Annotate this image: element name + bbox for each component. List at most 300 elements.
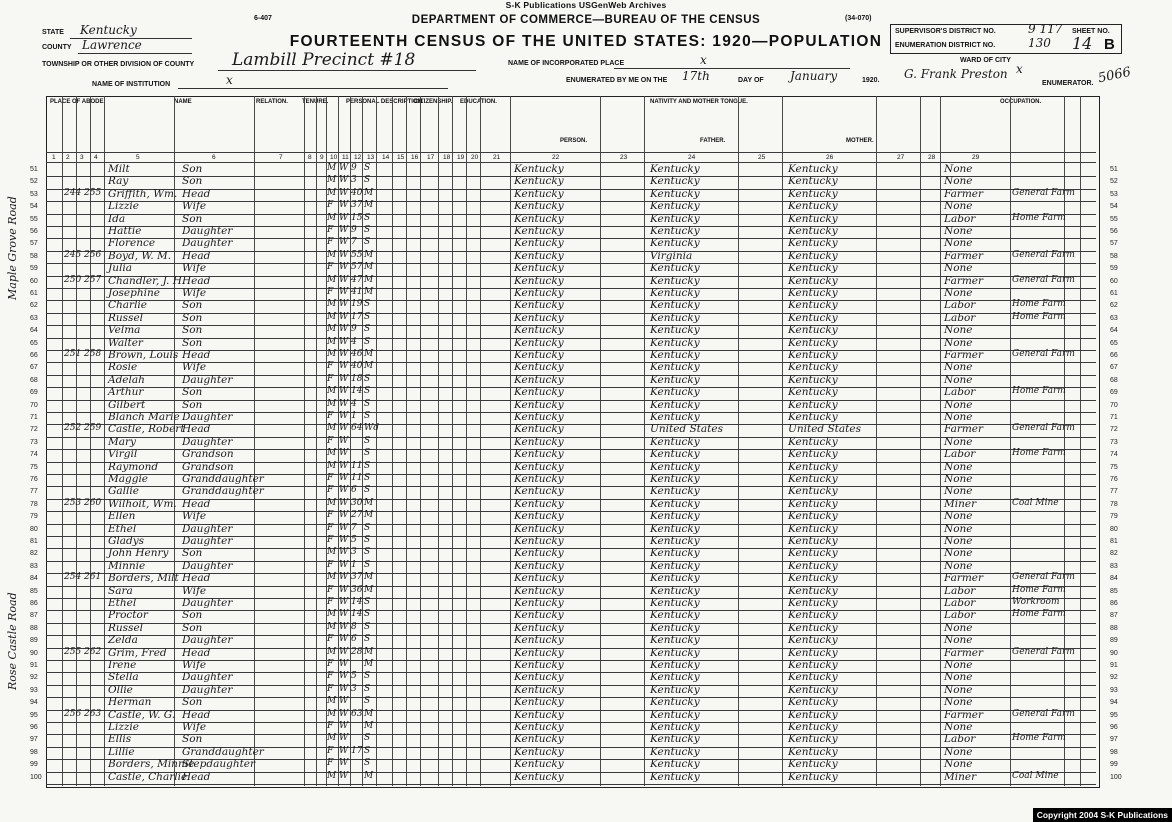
- marital-status: S: [364, 237, 371, 248]
- person-name: Raymond: [108, 460, 159, 473]
- marital-status: S: [364, 696, 371, 707]
- row-number: 76: [30, 476, 38, 483]
- occupation: None: [944, 225, 973, 237]
- grid-column-line: [420, 96, 421, 786]
- row-rule: [46, 176, 1096, 177]
- birthplace: Kentucky: [514, 361, 564, 374]
- row-number-right: 80: [1110, 525, 1118, 533]
- birthplace: Kentucky: [514, 597, 564, 609]
- side-note-lower: Rose Castle Road: [6, 592, 19, 690]
- row-number: 69: [30, 389, 38, 397]
- occupation: Labor: [944, 212, 976, 225]
- marital-status: M: [364, 249, 374, 260]
- age: 30: [351, 497, 363, 508]
- row-number-right: 66: [1110, 352, 1118, 359]
- grid-column-line: [406, 96, 407, 786]
- subhead-person: PERSON.: [560, 138, 588, 144]
- row-number: 55: [30, 215, 38, 223]
- mother-birthplace: Kentucky: [788, 460, 838, 473]
- row-number: 91: [30, 662, 38, 669]
- relation: Head: [182, 497, 211, 510]
- person-name: Gilbert: [108, 398, 146, 411]
- race: W: [339, 733, 349, 744]
- row-number: 82: [30, 550, 38, 558]
- column-number: 7: [279, 154, 283, 161]
- age: 46: [351, 349, 363, 359]
- sex: F: [327, 671, 334, 682]
- row-number-right: 70: [1110, 401, 1118, 409]
- row-number-right: 89: [1110, 637, 1118, 645]
- father-birthplace: Kentucky: [650, 584, 700, 597]
- occupation: Farmer: [944, 572, 984, 585]
- column-number: 2: [66, 154, 70, 161]
- dwelling-number: 244: [64, 187, 82, 198]
- age: 9: [351, 324, 357, 335]
- grid-column-line: [104, 96, 105, 786]
- occupation: None: [944, 435, 973, 448]
- column-number: 1: [52, 154, 56, 161]
- father-birthplace: Kentucky: [650, 708, 700, 721]
- industry: Home Farm: [1012, 386, 1066, 397]
- grid-column-line: [438, 96, 439, 786]
- row-number: 72: [30, 426, 38, 434]
- group-citizenship: CITIZENSHIP.: [414, 99, 453, 105]
- occupation: Farmer: [944, 646, 984, 659]
- race: W: [339, 572, 349, 583]
- person-name: Gallie: [108, 485, 139, 498]
- row-number: 85: [30, 587, 38, 595]
- age: 3: [351, 547, 357, 558]
- sex: F: [327, 659, 334, 669]
- age: 11: [351, 473, 363, 483]
- race: W: [339, 584, 349, 595]
- race: W: [339, 683, 349, 694]
- occupation: Labor: [944, 386, 976, 399]
- father-birthplace: Kentucky: [650, 597, 700, 609]
- marital-status: M: [364, 708, 374, 719]
- sex: F: [327, 411, 334, 421]
- birthplace: Kentucky: [514, 411, 564, 423]
- mother-birthplace: Kentucky: [788, 758, 838, 771]
- township-rule: [218, 70, 476, 71]
- person-name: Boyd, W. M.: [108, 249, 172, 262]
- birthplace: Kentucky: [514, 249, 564, 262]
- father-birthplace: Kentucky: [650, 411, 700, 423]
- sex: M: [327, 696, 337, 707]
- incorporated-label: NAME OF INCORPORATED PLACE: [508, 60, 625, 67]
- sex: M: [327, 460, 337, 471]
- sex: F: [327, 373, 334, 384]
- race: W: [339, 448, 349, 459]
- mother-birthplace: Kentucky: [788, 336, 838, 349]
- sex: M: [327, 349, 337, 359]
- person-name: Stella: [108, 671, 139, 684]
- person-name: Castle, Robert: [108, 423, 185, 436]
- age: 15: [351, 212, 363, 223]
- birthplace: Kentucky: [514, 336, 564, 349]
- grid-column-line: [738, 96, 739, 786]
- column-number: 15: [397, 154, 405, 161]
- father-birthplace: Kentucky: [650, 361, 700, 374]
- mother-birthplace: Kentucky: [788, 485, 838, 498]
- industry: Home Farm: [1012, 584, 1066, 595]
- row-number: 80: [30, 525, 38, 533]
- person-name: Chandler, J. H.: [108, 274, 186, 287]
- relation: Son: [182, 696, 203, 709]
- column-number: 29: [972, 154, 980, 161]
- father-birthplace: Kentucky: [650, 535, 700, 547]
- row-number-right: 93: [1110, 686, 1118, 694]
- birthplace: Kentucky: [514, 733, 564, 746]
- row-number: 78: [30, 500, 38, 508]
- row-number-right: 74: [1110, 451, 1118, 459]
- relation: Son: [182, 311, 203, 324]
- relation: Wife: [182, 659, 207, 671]
- grid-column-line: [304, 96, 305, 786]
- industry: Workroom: [1012, 597, 1060, 607]
- relation: Son: [182, 547, 203, 560]
- race: W: [339, 163, 349, 173]
- group-occupation: OCCUPATION.: [1000, 99, 1042, 105]
- marital-status: M: [364, 510, 374, 521]
- row-number-right: 96: [1110, 724, 1118, 731]
- supervisor-value: 9 117: [1028, 22, 1063, 36]
- mother-birthplace: Kentucky: [788, 299, 838, 312]
- column-number: 28: [928, 154, 936, 161]
- column-number: 22: [552, 154, 560, 161]
- age: 47: [351, 274, 363, 285]
- father-birthplace: Kentucky: [650, 448, 700, 461]
- occupation: Miner: [944, 770, 977, 783]
- row-number: 56: [30, 228, 38, 235]
- father-birthplace: United States: [650, 423, 723, 436]
- year-label: 1920.: [862, 77, 880, 84]
- birthplace: Kentucky: [514, 745, 564, 758]
- row-number: 77: [30, 488, 38, 496]
- race: W: [339, 435, 349, 446]
- form-number: 6-407: [254, 15, 272, 22]
- relation: Head: [182, 349, 211, 361]
- row-number: 90: [30, 649, 38, 657]
- occupation: Farmer: [944, 708, 984, 721]
- person-name: Arthur: [108, 386, 144, 399]
- birthplace: Kentucky: [514, 398, 564, 411]
- sex: M: [327, 324, 337, 335]
- marital-status: S: [364, 299, 371, 310]
- birthplace: Kentucky: [514, 547, 564, 560]
- row-number: 67: [30, 364, 38, 372]
- row-number-right: 60: [1110, 277, 1118, 285]
- grid-column-line: [782, 96, 783, 786]
- row-number-right: 94: [1110, 699, 1118, 707]
- person-name: Ethel: [108, 597, 137, 609]
- father-birthplace: Kentucky: [650, 522, 700, 535]
- father-birthplace: Kentucky: [650, 460, 700, 473]
- row-number-right: 62: [1110, 302, 1118, 310]
- row-number: 81: [30, 538, 38, 545]
- birthplace: Kentucky: [514, 423, 564, 436]
- row-number: 62: [30, 302, 38, 310]
- mother-birthplace: Kentucky: [788, 584, 838, 597]
- sex: M: [327, 175, 337, 186]
- father-birthplace: Kentucky: [650, 386, 700, 399]
- occupation: Farmer: [944, 187, 984, 200]
- occupation: Labor: [944, 311, 976, 324]
- race: W: [339, 225, 349, 235]
- birthplace: Kentucky: [514, 262, 564, 275]
- age: 11: [351, 460, 363, 471]
- row-rule: [46, 784, 1096, 785]
- age: 14: [351, 386, 363, 397]
- column-number: 27: [897, 154, 905, 161]
- relation: Son: [182, 386, 203, 399]
- industry: General Farm: [1012, 572, 1075, 583]
- marital-status: S: [364, 758, 371, 769]
- father-birthplace: Kentucky: [650, 225, 700, 237]
- person-name: Ray: [108, 175, 129, 188]
- person-name: Castle, Charlie: [108, 770, 188, 783]
- grid-column-line: [392, 96, 393, 786]
- marital-status: S: [364, 609, 371, 620]
- occupation: None: [944, 175, 973, 188]
- occupation: Labor: [944, 299, 976, 312]
- birthplace: Kentucky: [514, 386, 564, 399]
- age: 57: [351, 262, 363, 273]
- enumeration-value: 130: [1028, 36, 1051, 50]
- race: W: [339, 522, 349, 533]
- occupation: None: [944, 336, 973, 349]
- mother-birthplace: Kentucky: [788, 708, 838, 721]
- row-rule: [46, 387, 1096, 388]
- row-number: 95: [30, 711, 38, 719]
- enumerator-label: ENUMERATOR.: [1042, 80, 1094, 87]
- marital-status: M: [364, 262, 374, 273]
- birthplace: Kentucky: [514, 287, 564, 299]
- birthplace: Kentucky: [514, 522, 564, 535]
- marital-status: M: [364, 721, 374, 731]
- marital-status: S: [364, 522, 371, 533]
- group-relation: RELATION.: [256, 99, 288, 105]
- row-number-right: 56: [1110, 228, 1118, 235]
- person-name: Walter: [108, 336, 143, 349]
- group-name: NAME: [174, 99, 192, 105]
- marital-status: M: [364, 584, 374, 595]
- father-birthplace: Kentucky: [650, 721, 700, 733]
- father-birthplace: Kentucky: [650, 485, 700, 498]
- person-name: Mary: [108, 435, 136, 448]
- grid-column-line: [1064, 96, 1065, 786]
- day-of-label: DAY OF: [738, 77, 764, 84]
- occupation: None: [944, 721, 973, 733]
- marital-status: M: [364, 287, 374, 297]
- person-name: Zelda: [108, 634, 138, 647]
- row-number: 68: [30, 376, 38, 384]
- row-number: 79: [30, 513, 38, 521]
- person-name: Rosie: [108, 361, 138, 374]
- enumeration-label: ENUMERATION DISTRICT NO.: [895, 42, 996, 49]
- mother-birthplace: Kentucky: [788, 535, 838, 547]
- race: W: [339, 361, 349, 372]
- dwelling-number: 255: [64, 646, 82, 657]
- institution-label: NAME OF INSTITUTION: [92, 81, 171, 88]
- family-number: 256: [84, 249, 102, 260]
- marital-status: S: [364, 683, 371, 694]
- row-number: 100: [30, 773, 42, 781]
- father-birthplace: Kentucky: [650, 510, 700, 523]
- birthplace: Kentucky: [514, 237, 564, 250]
- row-number: 64: [30, 327, 38, 335]
- relation: Stepdaughter: [182, 758, 256, 771]
- occupation: None: [944, 522, 973, 535]
- sex: F: [327, 485, 334, 496]
- age: 4: [351, 336, 357, 347]
- person-name: Minnie: [108, 559, 146, 572]
- race: W: [339, 398, 349, 409]
- mother-birthplace: Kentucky: [788, 361, 838, 374]
- marital-status: S: [364, 386, 371, 397]
- row-rule: [46, 338, 1096, 339]
- person-name: Virgil: [108, 448, 138, 461]
- relation: Daughter: [182, 237, 233, 250]
- occupation: Labor: [944, 584, 976, 597]
- family-number: 259: [84, 423, 102, 434]
- mother-birthplace: Kentucky: [788, 448, 838, 461]
- row-number-right: 75: [1110, 463, 1118, 471]
- marital-status: S: [364, 175, 371, 186]
- row-number-right: 76: [1110, 476, 1118, 483]
- mother-birthplace: Kentucky: [788, 572, 838, 585]
- age: 27: [351, 510, 363, 521]
- father-birthplace: Kentucky: [650, 770, 700, 783]
- row-number: 71: [30, 414, 38, 421]
- grid-column-line: [644, 96, 645, 786]
- race: W: [339, 745, 349, 756]
- grid-column-line: [480, 96, 481, 786]
- mother-birthplace: Kentucky: [788, 547, 838, 560]
- family-number: 255: [84, 187, 102, 198]
- occupation: None: [944, 559, 973, 572]
- industry: General Farm: [1012, 249, 1075, 260]
- row-number: 51: [30, 166, 38, 173]
- relation: Son: [182, 336, 203, 349]
- marital-status: S: [364, 535, 371, 545]
- age: 18: [351, 373, 363, 384]
- row-rule: [46, 697, 1096, 698]
- birthplace: Kentucky: [514, 274, 564, 287]
- relation: Wife: [182, 287, 207, 299]
- age: 55: [351, 249, 363, 260]
- age: 7: [351, 522, 357, 533]
- row-number: 54: [30, 203, 38, 211]
- race: W: [339, 485, 349, 496]
- dwelling-number: 252: [64, 423, 82, 434]
- column-number: 20: [471, 154, 479, 161]
- row-number-right: 83: [1110, 562, 1118, 570]
- marital-status: S: [364, 485, 371, 496]
- row-number: 88: [30, 624, 38, 632]
- enumerated-label: ENUMERATED BY ME ON THE: [566, 77, 668, 84]
- column-number: 13: [367, 154, 375, 161]
- person-name: Borders, Minnie: [108, 758, 195, 771]
- birthplace: Kentucky: [514, 510, 564, 523]
- age: 7: [351, 237, 357, 248]
- row-number-right: 92: [1110, 674, 1118, 682]
- relation: Daughter: [182, 535, 233, 547]
- birthplace: Kentucky: [514, 572, 564, 585]
- industry: General Farm: [1012, 423, 1075, 434]
- race: W: [339, 237, 349, 248]
- father-birthplace: Kentucky: [650, 324, 700, 337]
- row-number-right: 98: [1110, 748, 1118, 756]
- occupation: None: [944, 287, 973, 299]
- column-number: 17: [427, 154, 435, 161]
- industry: Home Farm: [1012, 733, 1066, 744]
- row-number: 99: [30, 761, 38, 769]
- sex: F: [327, 745, 334, 756]
- occupation: None: [944, 547, 973, 560]
- person-name: Charlie: [108, 299, 148, 312]
- mother-birthplace: Kentucky: [788, 386, 838, 399]
- column-number: 19: [457, 154, 465, 161]
- relation: Granddaughter: [182, 745, 264, 758]
- occupation: None: [944, 659, 973, 671]
- race: W: [339, 535, 349, 545]
- father-birthplace: Kentucky: [650, 287, 700, 299]
- dwelling-number: 250: [64, 274, 82, 285]
- row-rule: [46, 734, 1096, 735]
- father-birthplace: Kentucky: [650, 299, 700, 312]
- relation: Wife: [182, 721, 207, 733]
- occupation: None: [944, 671, 973, 684]
- relation: Son: [182, 299, 203, 312]
- age: 41: [351, 287, 363, 297]
- column-number: 18: [443, 154, 451, 161]
- father-birthplace: Kentucky: [650, 262, 700, 275]
- family-number: 260: [84, 497, 102, 508]
- industry: General Farm: [1012, 646, 1075, 657]
- column-number: 24: [688, 154, 696, 161]
- mother-birthplace: Kentucky: [788, 733, 838, 746]
- relation: Son: [182, 609, 203, 622]
- row-number-right: 69: [1110, 389, 1118, 397]
- grid-column-line: [876, 96, 877, 786]
- sex: F: [327, 510, 334, 521]
- occupation: None: [944, 758, 973, 771]
- occupation: None: [944, 200, 973, 213]
- birthplace: Kentucky: [514, 721, 564, 733]
- dwelling-number: 256: [64, 708, 82, 719]
- occupation: Farmer: [944, 274, 984, 287]
- township-label: TOWNSHIP OR OTHER DIVISION OF COUNTY: [42, 61, 195, 68]
- father-birthplace: Kentucky: [650, 212, 700, 225]
- person-name: Ellis: [108, 733, 132, 746]
- relation: Daughter: [182, 225, 233, 237]
- mother-birthplace: Kentucky: [788, 597, 838, 609]
- marital-status: S: [364, 547, 371, 558]
- mother-birthplace: Kentucky: [788, 262, 838, 275]
- industry: General Farm: [1012, 274, 1075, 285]
- age: 37: [351, 200, 363, 211]
- industry: Home Farm: [1012, 212, 1066, 223]
- mother-birthplace: Kentucky: [788, 634, 838, 647]
- sex: F: [327, 535, 334, 545]
- row-number: 53: [30, 190, 38, 198]
- race: W: [339, 646, 349, 657]
- mother-birthplace: Kentucky: [788, 473, 838, 485]
- birthplace: Kentucky: [514, 200, 564, 213]
- mother-birthplace: Kentucky: [788, 646, 838, 659]
- birthplace: Kentucky: [514, 671, 564, 684]
